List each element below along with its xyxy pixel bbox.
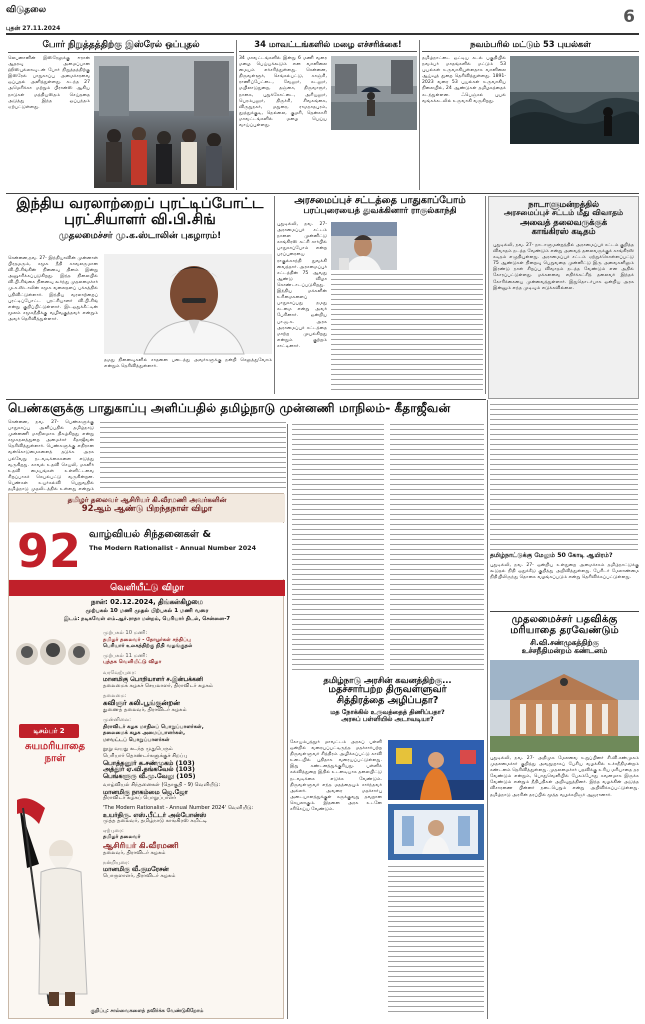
ad-big-number: 92 xyxy=(17,524,82,578)
thiruvalluvar-painting-old xyxy=(388,804,484,860)
ad-thanks-name: மானமிகு வீ.குமரேசன் xyxy=(103,865,169,874)
thiruvalluvar-subheadline-2: அரசுப் பள்ளியில் அடாவடியா? xyxy=(341,714,434,723)
issue-date: புதன் 27.11.2024 xyxy=(6,25,61,32)
parliament-continued xyxy=(490,404,638,550)
ad-date-line: நாள்: 02.12.2024, திங்கள்கிழமை xyxy=(90,598,204,606)
story-cyclone-body: தமிழ்நாட்டை ஒட்டிய கடல் பகுதியில் நவம்பர் மாதங்களில் மட்டும் 53 புயல்கள் உருவாகியுள்ளதாக வானிலை ஆய்வுத் துறை தெரிவித்துள்ளது. 1891-2023 வரை 53 புயல்கள் உருவாகிய நிலையில், 24 ஆண்டுகள் தமிழகத்தைக் கடந்துள்ளன. ஃபெஞ்சல் புயல் வங்கக்கடலில் உருவாகி வருகிறது. xyxy=(422,56,506,104)
ad-program xyxy=(103,630,281,1010)
story-parliament xyxy=(488,196,639,399)
vp-singh-subheadline: முதலமைச்சர் மு.க.ஸ்டாலின் புகழாரம்! xyxy=(58,231,222,242)
thiruvalluvar-headline-2: மதச்சார்பற்ற திருவள்ளுவர் xyxy=(328,684,447,696)
story-israel xyxy=(8,40,234,192)
paper-name: விடுதலை xyxy=(6,5,47,15)
ad-welcome-role: தலைமைக் கழகச் செயலாளர், திராவிடர் கழகம் xyxy=(103,683,214,690)
ad-release-band xyxy=(9,580,285,596)
ad-chair-role: துணைத் தலைவர், திராவிடர் கழகம் xyxy=(103,707,187,714)
rahul-headline-2: பரப்புரையைத் துவக்கினார் ராகுல்காந்தி xyxy=(303,205,457,216)
section-rule xyxy=(490,611,639,612)
cm-post-body: புதுடில்லி, நவ. 27- அதிமுக மேலவை உறுப்பினர் சி.வி.சண்முகம் முதலமைச்சர் குறித்து அவதூறாகப் பேசிய வழக்கில் உச்சநீதிமன்றம் கண்டனம் தெரிவித்துள்ளது. முதலமைச்சர் பதவிக்கு உரிய மரியாதை தர வேண்டும் என்றும், பொதுவெளியில் பேசும்போது கவனமாக இருக்க வேண்டும் என்றும் நீதிபதிகள் அறிவுறுத்தினர். இந்த வழக்கின் அடுத்த விசாரணை பின்னர் நடைபெறும் என்று அறிவிக்கப்பட்டுள்ளது. தமிழ்நாடு அரசின் தரப்பில் மூத்த வழக்கறிஞர் ஆஜரானார். xyxy=(490,756,639,798)
tn-rain-body: புதுடில்லி, நவ. 27- ஒன்றிய உள்துறை அமைச்சகம் தமிழ்நாட்டுக்கு கூடுதல் நிதி ஒதுக்கீடு குறித்து அறிவித்துள்ளது. பேரிடர் மேலாண்மை நிதியிலிருந்து தொகை வழங்கப்படும் என்று தெரிவிக்கப்பட்டுள்ளது. xyxy=(490,563,639,581)
ad-top-banner xyxy=(9,494,285,522)
story-cyclone-headline: நவம்பரில் மட்டும் 53 புயல்கள் xyxy=(422,40,639,52)
ad-session2-title: புத்தக வெளியீட்டு விழா xyxy=(103,659,162,666)
column-divider xyxy=(274,196,275,394)
story-tn-rain xyxy=(490,553,639,609)
israel-crowd-photo xyxy=(94,56,234,188)
story-israel-body: லெபனானின் இஸ்ரேலுக்கு ஈரான் ஆதரவு அமைப்பான ஹிஸ்புல்லாவுடன் போர் நிறுத்தத்திற்கு இஸ்ரேல் பாதுகாப்பு அமைச்சரவை ஒப்புதல் அளித்துள்ளது. கடந்த 27 அமெரிக்கா மற்றும் பிரான்ஸ் ஆகிய நாடுகள் மத்தியஸ்தம் செய்ததை அடுத்து இந்த ஒப்பந்தம் ஏற்பட்டுள்ளது. xyxy=(8,56,90,110)
cm-post-headline-2: மரியாதை தரவேண்டும் xyxy=(510,625,619,637)
ad-accept-role2: தலைவர், திராவிடர் கழகம் xyxy=(103,850,166,857)
ad-thanks-role: பொருளாளர், திராவிடர் கழகம் xyxy=(103,872,176,879)
ad-thanks-label: நன்றியுரை: xyxy=(103,859,130,866)
ad-session1-label: முற்பகல் 10 மணி: xyxy=(103,630,148,636)
page-number: 6 xyxy=(623,7,635,27)
ad-chair-name: கவிஞர் கலி.பூங்குன்றன் xyxy=(103,699,180,708)
ad-release-title3: வெளியீட்டு விழா xyxy=(110,583,184,593)
ad-release-title: வாழ்வியல் சிந்தனைகள் & xyxy=(89,529,212,540)
ad-book1-person: மானமிகு நாகம்மை ஜெ.ஜோ xyxy=(103,787,188,796)
rahul-headline-1: அரசமைப்புச் சட்டத்தை பாதுகாப்போம் xyxy=(294,195,466,206)
thiruvalluvar-body: கோயம்பத்தூர் மாவட்டம் அரசுப் பள்ளி ஒன்றில் வரையப்பட்டிருந்த மதச்சார்பற்ற திருவள்ளுவர் சித்திரம் அழிக்கப்பட்டு காவி உடையில் புதிதாக வரையப்பட்டுள்ளது. இது கண்டனத்துக்குரியது. பள்ளிக் கல்வித்துறை இதில் உடனடியாக தலையிட்டு நடவடிக்கை எடுக்க வேண்டும். திருவள்ளுவர் எந்த மதத்தையும் சார்ந்தவர் அல்லர். அவரை மதச்சார்பு அடையாளத்துக்குள் சுருக்குவது தவறான செயலாகும். இதனை அரசு உடனே சரிசெய்ய வேண்டும். xyxy=(290,740,382,813)
ad-honor-name2: அத்தூர் ஏ.வி.தங்கவேல் (103) xyxy=(103,765,195,774)
section-rule xyxy=(6,193,639,194)
cyclone-waves-photo xyxy=(510,56,639,144)
ad-book2-person: உயர்திரு. எஸ்.பீட்டர் அல்போன்ஸ் xyxy=(103,810,207,819)
ad-time-line: முற்பகல் 10 மணி முதல் பிற்பகல் 1 மணி வரை xyxy=(85,608,209,614)
ad-session1-desc: பெரியார் உலகத்திற்கு நிதி வழங்குதல் xyxy=(103,643,193,650)
parliament-body: புதுடில்லி, நவ. 27- நாடாளுமன்றத்தில் அரசமைப்புச் சட்டம் குறித்த விவாதம் நடத்த வேண்டும் என்று அவைத் தலைவருக்குக் காங்கிரஸ் கடிதம் எழுதியுள்ளது. அரசமைப்புச் சட்டம் ஏற்றுக்கொள்ளப்பட்டு 75 ஆண்டுகள் நிறைவு பெறுவதை முன்னிட்டு இரு அவைகளிலும் இரண்டு நாள் சிறப்பு விவாதம் நடத்த வேண்டும் என அதில் கோரப்பட்டுள்ளது. மக்களவை எதிர்க்கட்சித் தலைவர் இந்தக் கோரிக்கையை முன்வைத்துள்ளார். இதுதொடர்பாக ஒன்றிய அரசு இன்னும் எந்த முடிவும் எடுக்கவில்லை. xyxy=(493,243,634,291)
parliament-headline-3: அவைத் தலைவருக்குக் xyxy=(519,216,608,227)
thiruvalluvar-headline-3: சித்திரத்தை அழிப்பதா? xyxy=(336,695,439,707)
ad-book1-role: திராவிடர் கழகப் பொறுப்பாளர் xyxy=(103,795,177,802)
story-vp-singh xyxy=(8,196,272,396)
vp-singh-headline-1: இந்திய வரலாற்றைப் புரட்டிப்போட்ட xyxy=(16,196,264,212)
column-divider xyxy=(419,40,420,190)
parliament-headline-4: காங்கிரஸ் கடிதம் xyxy=(531,226,596,237)
cm-post-subheadline-2: உச்சநீதிமன்றம் கண்டனம் xyxy=(521,646,608,656)
column-divider xyxy=(287,424,288,1019)
ad-accept-name: ஆசிரியர் கி.வீரமணி xyxy=(103,841,179,851)
ad-release-title2: The Modern Rationalist - Annual Number 2024 xyxy=(89,544,257,552)
section-rule xyxy=(6,399,486,400)
supreme-court-photo xyxy=(490,660,639,752)
ad-session2-label: முற்பகல் 11 மணி: xyxy=(103,652,148,659)
story-cyclone xyxy=(422,40,639,192)
column-divider xyxy=(485,196,486,394)
rahul-photo xyxy=(331,222,397,270)
rain-flood-photo xyxy=(331,56,417,130)
ad-venue-line: இடம்: நடிகவேள் எம்.ஆர்.ராதா மன்றம், பெரியார் திடல், சென்னை-7 xyxy=(64,616,230,622)
masthead-rule xyxy=(6,33,639,35)
story-rain-body: 34 மாவட்டங்களில் இன்று 6 மணி வரை மழை பெய்யக்கூடும் என வானிலை மையம் எச்சரித்துள்ளது. சென்னை, திருவள்ளூர், செங்கல்பட்டு, காஞ்சி, ராணிப்பேட்டை, வேலூர், கடலூர், மயிலாடுதுறை, தஞ்சை, திருவாரூர், நாகை, புதுக்கோட்டை, அரியலூர், பெரம்பலூர், திருச்சி, சிவகங்கை, விருதுநகர், மதுரை, ராமநாதபுரம், தூத்துக்குடி, நெல்லை, குமரி, தென்காசி மாவட்டங்களில் மழை பெய்ய வாய்ப்புள்ளது. xyxy=(239,56,327,129)
ad-welcome-name: மானமிகு பொறியாளர் ச.இன்பக்கனி xyxy=(103,675,203,683)
rahul-body-columns xyxy=(331,274,483,394)
stalin-photo xyxy=(104,254,272,354)
women-safety-headline: பெண்களுக்கு பாதுகாப்பு அளிப்பதில் தமிழ்நாடு முன்னணி மாநிலம்- கீதாஜீவன் xyxy=(8,401,451,415)
ad-day-title: சுயமரியாதை நாள் xyxy=(24,741,86,764)
ad-number-block xyxy=(9,523,285,579)
vp-singh-headline-2: புரட்சியாளர் வி.பி.சிங் xyxy=(64,212,216,229)
ad-periyar-figure xyxy=(9,794,99,1014)
ad-chair-label: தலைமை: xyxy=(103,692,127,699)
continued-column-left xyxy=(292,424,384,670)
ad-portraits xyxy=(13,630,93,690)
tn-rain-headline: தமிழ்நாட்டுக்கு மேலும் 50 கோடி ஆயிரம்? xyxy=(490,552,613,559)
ad-honor-line1: நூறு வயது கடந்த முதுபெரும் xyxy=(103,746,173,753)
ad-date-badge: டிசம்பர் 2 xyxy=(19,724,79,738)
cm-post-headline-1: முதலமைச்சர் பதவிக்கு xyxy=(511,614,618,625)
vp-singh-body: சென்னை,நவ. 27- இந்தியாவின் முன்னாள் பிரதமரும், சமூக நீதி காவலருமான வி.பி.சிங்கின் நினைவு தினம் இன்று அனுசரிக்கப்படுகிறது. இந்த நிலையில் வி.பி.சிங்கை நினைவு கூர்ந்து முதலமைச்சர் மு.க.ஸ்டாலின் சமூக வலைதளப் பக்கத்தில் பதிவிட்டுள்ளார். இந்திய வரலாற்றைப் புரட்டிப்போட்ட புரட்சியாளர் வி.பி.சிங் என்று குறிப்பிட்டுள்ளார். இடஒதுக்கீட்டின் மூலம் சமூகநீதிக்கு வழிவகுத்தவர் என்றும் அவர் தெரிவித்துள்ளார். xyxy=(8,256,99,322)
story-israel-headline: போர் நிறுத்தத்திற்கு இஸ்ரேல் ஒப்புதல் xyxy=(8,40,234,53)
ad-accept-label: ஏற்புரை: xyxy=(103,827,124,834)
parliament-headline-2: அரசமைப்புச் சட்டம் மீது விவாதம் xyxy=(503,208,624,218)
ad-honor-line2: பெரியார் தொண்டர்களுக்குச் சிறப்பு xyxy=(103,752,188,759)
ad-book2-line: 'The Modern Rationalist - Annual Number 2024' வெளியீடு: xyxy=(103,805,254,812)
story-rain-headline: 34 மாவட்டங்களில் மழை எச்சரிக்கை! xyxy=(239,40,417,52)
parliament-headline-1: நாடாளுமன்றத்தில் xyxy=(528,199,599,209)
women-safety-body-lead: சென்னை, நவ. 27- பெண்களுக்கு பாதுகாப்பு அளிப்பதில் தமிழ்நாடு முன்னணி மாநிலமாக திகழ்கிறது என்று சமூகநலத்துறை அமைச்சர் கீதாஜீவன் தெரிவித்துள்ளார். பெண்களுக்கு எதிரான வன்கொடுமைகளைத் தடுக்க அரசு பல்வேறு நடவடிக்கைகளை எடுத்து வருகிறது. காவல் உதவி செயலி, மகளிர் உதவி மையங்கள் உள்ளிட்டவை சிறப்பாகச் செயல்பட்டு வருகின்றன. பெண்கள் உயர்கல்வி பெறுவதில் தமிழ்நாடு முதலிடத்தில் உள்ளது என்றும் xyxy=(8,420,94,493)
thiruvalluvar-columns xyxy=(388,866,484,1016)
stalin-photo-caption: தமது நினைவுகளில் சாதனை படைத்து அவர்களுக்கு நன்றி செலுத்துவோம் என்றும் தெரிவித்துள்ளார். xyxy=(104,358,272,370)
ad-book2-role: முத்த தலைவர், தமிழ்நாடு காங்கிரஸ் கமிட்டி xyxy=(103,818,208,825)
column-divider xyxy=(236,40,237,190)
rahul-body: புதுடில்லி, நவ. 27- அரசமைப்புச் சட்டம் நாளை முன்னிட்டு காங்கிரஸ் கட்சி சார்பில் பாதுகாப்போம் என்ற பரப்புரையை ராகுல்காந்தி துவக்கி வைத்தார். அரசமைப்புச் சட்டத்தின் 75 ஆவது ஆண்டு விழா கொண்டாடப்படுகிறது. இந்திய மக்களின் உரிமைகளைப் பாதுகாப்பது நமது கடமை என்று அவர் பேசினார். ஒன்றிய பா.ஜ.க. அரசு அரசமைப்புச் சட்டத்தை மாற்ற முயல்கிறது என்றும் குற்றம் சாட்டினார். xyxy=(277,222,327,349)
story-thiruvalluvar xyxy=(290,676,485,1019)
ad-book1-line: வாழ்வியல் சிந்தனைகள் (தொகுதி - 9) வெளியீடு: xyxy=(103,782,221,789)
ad-footer: குறிப்பு: சால்வைகளைத் தவிர்க்க வேண்டுகிறோம் xyxy=(90,1008,204,1015)
ad-lead-line1: திராவிடர் கழக மாநிலப் பொறுப்பாளர்கள், xyxy=(103,723,204,730)
ad-top-line2: 92ஆம் ஆண்டு பிறந்தநாள் விழா xyxy=(81,503,213,514)
ad-honor-name1: பொத்தனூர் க.சண்முகம் (103) xyxy=(103,758,195,767)
story-cm-post xyxy=(490,614,639,1019)
column-divider xyxy=(487,400,488,1019)
thiruvalluvar-subheadline-1: மத நோக்கில் உருவத்தைத் திணிப்பதா? xyxy=(330,707,445,716)
ad-lead-line3: மாவட்டப் பொறுப்பாளர்கள் xyxy=(103,736,170,743)
ad-honor-name3: பெங்களூரு வீ.மு.வேலு (105) xyxy=(103,771,196,780)
story-rain xyxy=(239,40,417,192)
ad-lead-label: முன்னிலை: xyxy=(103,716,131,723)
ad-accept-role: தமிழர் தலைவர் xyxy=(103,834,141,841)
continued-column-right xyxy=(390,424,484,670)
thiruvalluvar-headline-1: தமிழ்நாடு அரசின் கவனத்திற்கு... xyxy=(323,675,452,685)
event-ad xyxy=(8,493,284,1019)
ad-session1-title: தமிழர் தலைவர் - தோழர்கள் சந்திப்பு xyxy=(103,636,191,643)
ad-top-line1: தமிழர் தலைவர் ஆசிரியர் கி.வீரமணி அவர்களின் xyxy=(67,496,227,504)
cm-post-subheadline-1: சி.வி.சண்முகத்திற்கு xyxy=(530,637,599,647)
women-safety-columns xyxy=(100,422,286,490)
ad-lead-line2: தலைமைக் கழக அமைப்பாளர்கள், xyxy=(103,730,186,737)
story-rahul xyxy=(277,196,483,396)
thiruvalluvar-painting-new xyxy=(388,740,484,800)
ad-welcome-label: வரவேற்புரை: xyxy=(103,669,137,676)
